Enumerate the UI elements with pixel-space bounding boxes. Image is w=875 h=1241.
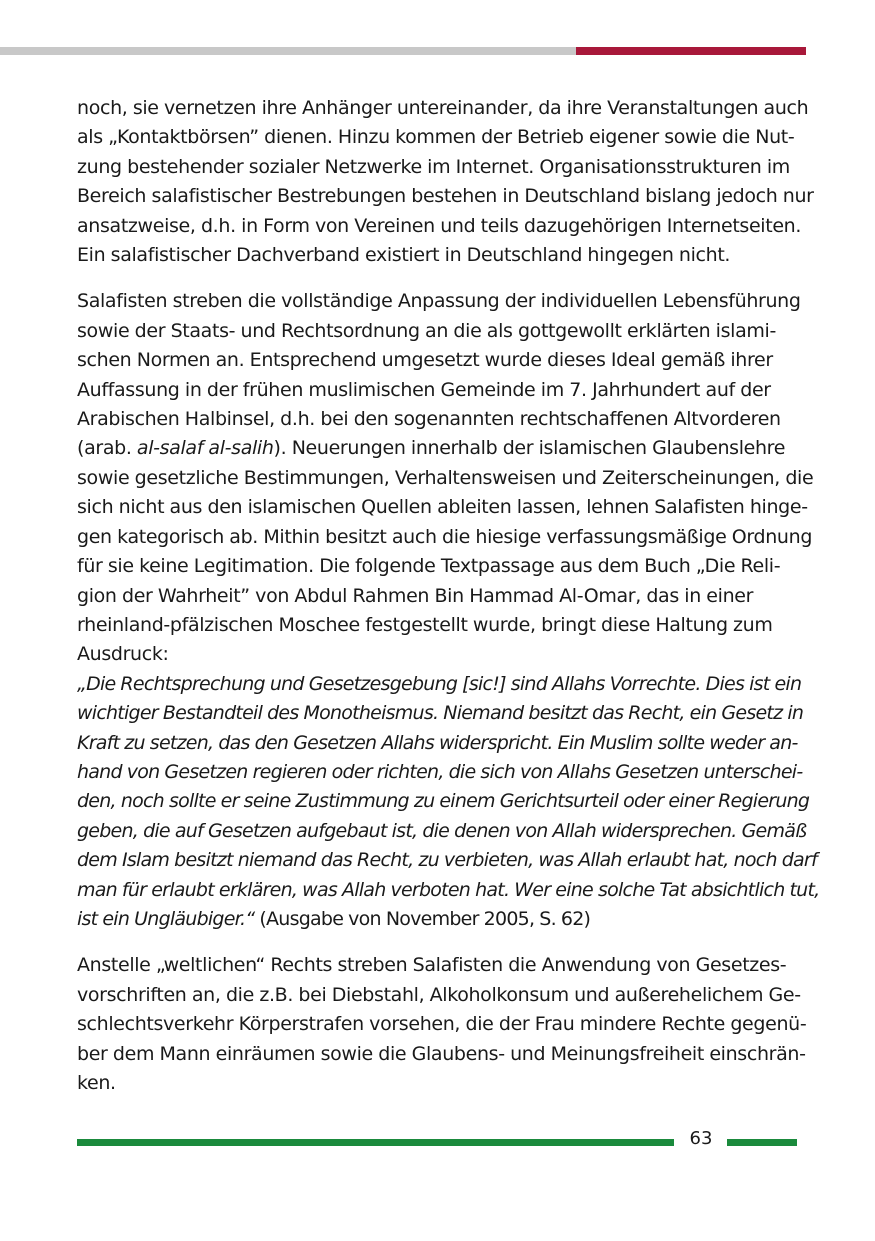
quote-line: den, noch sollte er seine Zustimmung zu einem Gerichtsurteil oder einer Regierung (77, 790, 810, 813)
text-line: gion der Wahrheit” von Abdul Rahmen Bin Hammad Al-Omar, das in einer (77, 584, 754, 607)
text-line: Arabischen Halbinsel, d.h. bei den sogenannten rechtschaffenen Altvorderen (77, 408, 781, 431)
text-line: Anstelle „weltlichen“ Rechts streben Salafisten die Anwendung von Gesetzes- (77, 954, 787, 977)
header-rule-gray (0, 47, 576, 55)
quote-line: hand von Gesetzen regieren oder richten, die sich von Allahs Gesetzen unterschei- (77, 760, 803, 783)
quote-line: Kraft zu setzen, das den Gesetzen Allahs widerspricht. Ein Muslim sollte weder an- (77, 731, 798, 754)
text-line: sich nicht aus den islamischen Quellen ableiten lassen, lehnen Salafisten hinge- (77, 496, 808, 519)
quote-line: man für erlaubt erklären, was Allah verboten hat. Wer eine solche Tat absichtlich tut, (77, 878, 820, 901)
arab-suffix: ). Neuerungen innerhalb der islamischen Glaubenslehre (273, 437, 786, 460)
text-line: Bereich salafistischer Bestrebungen bestehen in Deutschland bislang jedoch nur (77, 185, 814, 208)
text-line: sowie gesetzliche Bestimmungen, Verhaltensweisen und Zeiterscheinungen, die (77, 466, 814, 489)
text-line: ken. (77, 1072, 116, 1094)
quote-line: „Die Rechtsprechung und Gesetzesgebung [sic!] sind Allahs Vorrechte. Dies ist ein (77, 672, 802, 695)
paragraph-1 (77, 94, 814, 270)
quote-last-line (77, 905, 799, 934)
text-line-arab (77, 434, 799, 463)
paragraph-3 (77, 951, 807, 1098)
text-line: sowie der Staats- und Rechtsordnung an die als gottgewollt erklärten islami- (77, 319, 776, 342)
block-quote (77, 670, 820, 935)
quote-line: wichtiger Bestandteil des Monotheismus. Niemand besitzt das Recht, ein Gesetz in (77, 702, 804, 725)
page-number: 63 (689, 1128, 713, 1149)
footer-rule-left (77, 1139, 674, 1146)
header-rule-red (576, 47, 806, 55)
text-line: Auffassung in der frühen muslimischen Gemeinde im 7. Jahrhundert auf der (77, 378, 771, 401)
text-line: ber dem Mann einräumen sowie die Glaubens- und Meinungsfreiheit einschrän- (77, 1042, 806, 1065)
text-line: schlechtsverkehr Körperstrafen vorsehen, die der Frau mindere Rechte gegenü- (77, 1013, 807, 1036)
quote-end: ist ein Ungläubiger.“ (77, 907, 255, 930)
arab-prefix: (arab. (77, 437, 137, 460)
footer-rule-right (727, 1139, 797, 1146)
text-line: Ausdruck: (77, 643, 169, 666)
text-line: ansatzweise, d.h. in Form von Vereinen und teils dazugehörigen Internetseiten. (77, 214, 802, 237)
text-line: vorschriften an, die z.B. bei Diebstahl, Alkoholkonsum und außerehelichem Ge- (77, 983, 801, 1006)
text-line: als „Kontaktbörsen” dienen. Hinzu kommen der Betrieb eigener sowie die Nut- (77, 126, 795, 149)
text-line: gen kategorisch ab. Mithin besitzt auch die hiesige verfassungsmäßige Ordnung (77, 525, 813, 548)
text-line: zung bestehender sozialer Netzwerke im Internet. Organisationsstrukturen im (77, 155, 790, 178)
quote-line: dem Islam besitzt niemand das Recht, zu verbieten, was Allah erlaubt hat, noch darf (77, 849, 817, 872)
quote-line: geben, die auf Gesetzen aufgebaut ist, die denen von Allah widersprechen. Gemäß (77, 819, 807, 842)
arab-term: al-salaf al-salih (136, 437, 274, 460)
text-line: rheinland-pfälzischen Moschee festgestellt wurde, bringt diese Haltung zum (77, 613, 773, 636)
text-line: schen Normen an. Entsprechend umgesetzt wurde dieses Ideal gemäß ihrer (77, 349, 773, 372)
text-line: für sie keine Legitimation. Die folgende Textpassage aus dem Buch „Die Reli- (77, 555, 781, 578)
text-line: noch, sie vernetzen ihre Anhänger untereinander, da ihre Veranstaltungen auch (77, 97, 809, 119)
paragraph-2 (77, 287, 814, 669)
page-body (77, 94, 820, 1098)
text-line: Salafisten streben die vollständige Anpassung der individuellen Lebensführung (77, 290, 801, 313)
quote-source: (Ausgabe von November 2005, S. 62) (254, 907, 591, 930)
text-line: Ein salafistischer Dachverband existiert in Deutschland hingegen nicht. (77, 244, 731, 267)
